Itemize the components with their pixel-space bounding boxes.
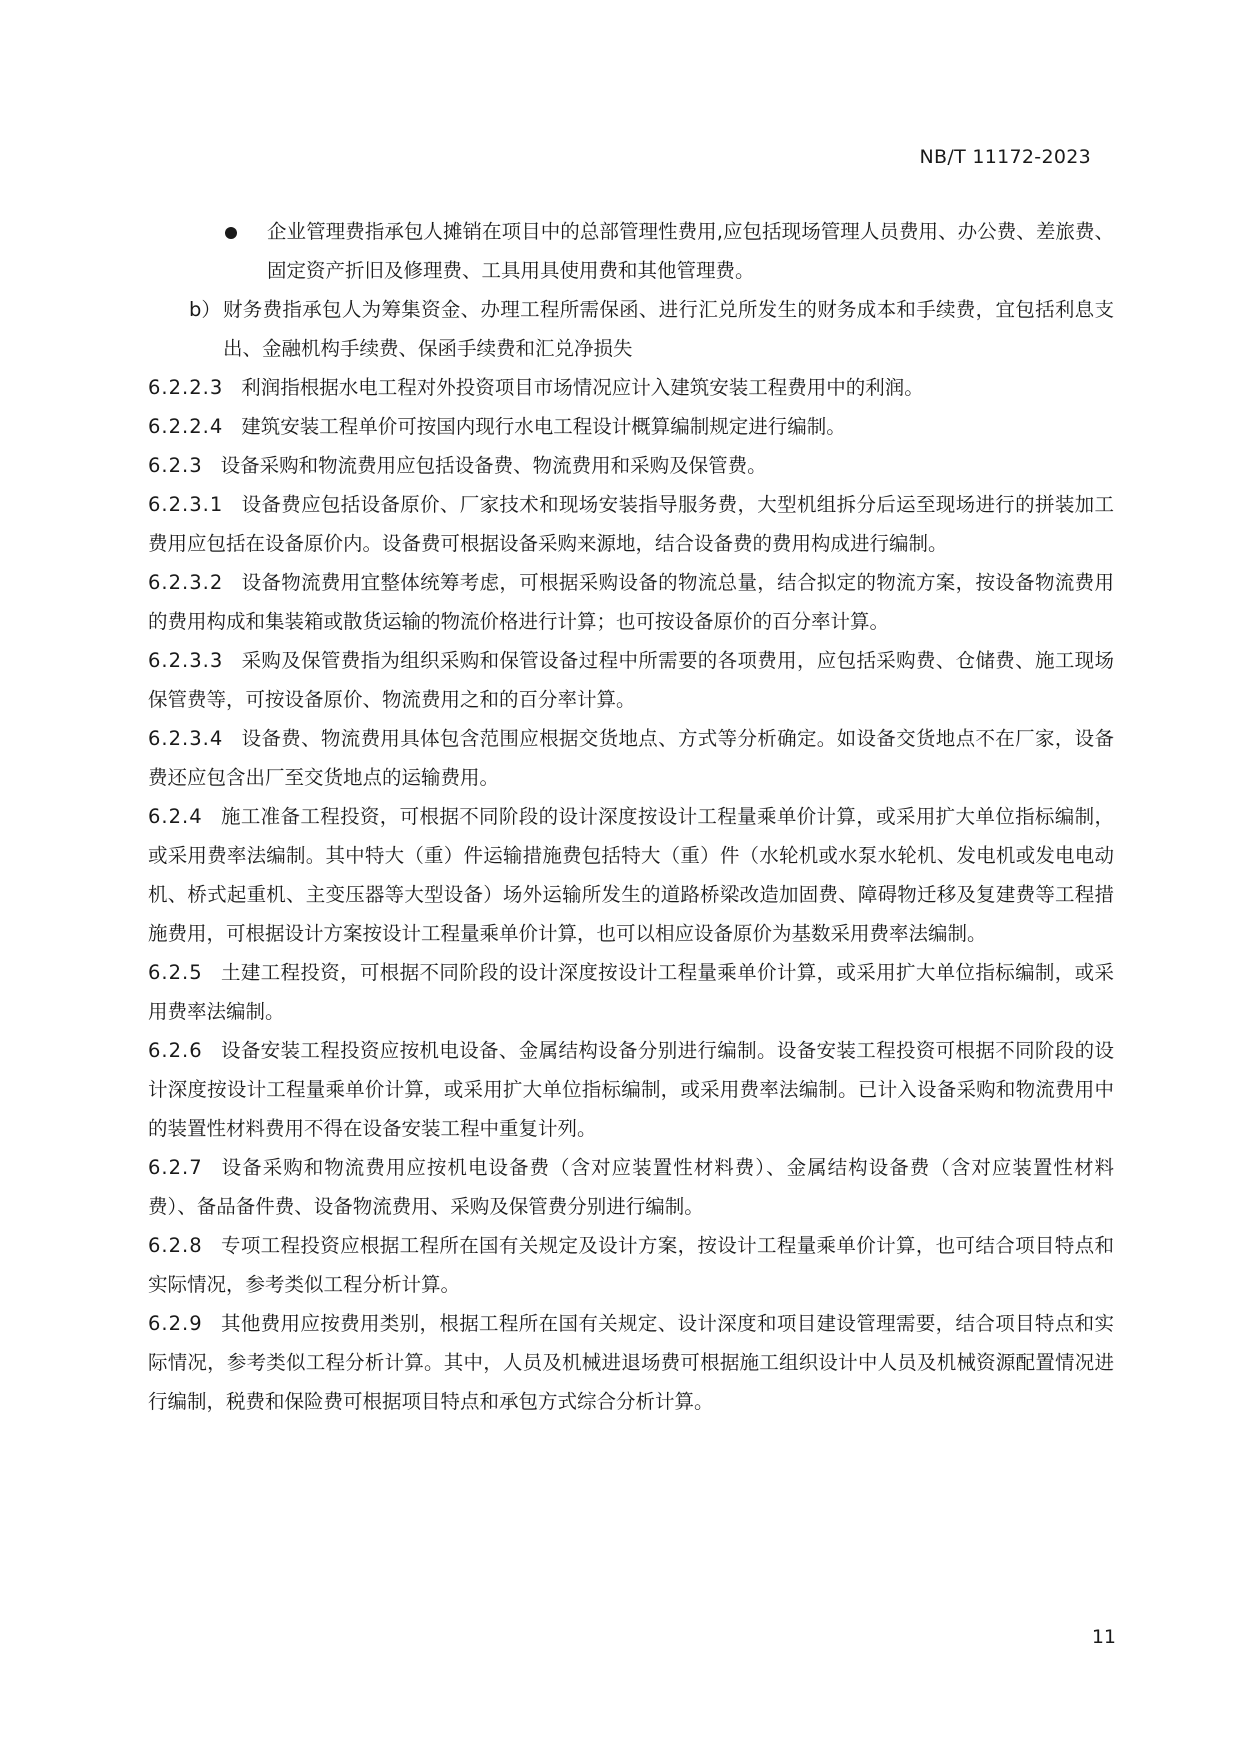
page-number: 11 (1091, 1626, 1116, 1648)
clause-text: 设备采购和物流费用应包括设备费、物流费用和采购及保管费。 (220, 454, 767, 477)
clause-6-2-5 (148, 953, 1114, 1031)
clause-number: 6.2.2.3 (148, 376, 224, 399)
clause-number: 6.2.4 (148, 805, 203, 828)
sub-item-text: 财务费指承包人为筹集资金、办理工程所需保函、进行汇兑所发生的财务成本和手续费，宜包括利息支出、金融机构手续费、保函手续费和汇兑净损失 (223, 298, 1114, 360)
clause-number: 6.2.2.4 (148, 415, 224, 438)
clause-6-2-6 (148, 1031, 1114, 1148)
clause-6-2-2-4 (148, 407, 1114, 446)
clause-6-2-8 (148, 1226, 1114, 1304)
clause-text: 设备物流费用宜整体统筹考虑，可根据采购设备的物流总量，结合拟定的物流方案，按设备物流费用的费用构成和集装箱或散货运输的物流价格进行计算；也可按设备原价的百分率计算。 (148, 571, 1114, 633)
clause-number: 6.2.7 (148, 1156, 203, 1179)
document-code-header: NB/T 11172-2023 (919, 146, 1091, 168)
clause-text: 设备采购和物流费用应按机电设备费（含对应装置性材料费）、金属结构设备费（含对应装置性材料费）、备品备件费、设备物流费用、采购及保管费分别进行编制。 (148, 1156, 1114, 1218)
clause-number: 6.2.6 (148, 1039, 203, 1062)
clause-6-2-3 (148, 446, 1114, 485)
clause-6-2-7 (148, 1148, 1114, 1226)
clause-text: 专项工程投资应根据工程所在国有关规定及设计方案，按设计工程量乘单价计算，也可结合项目特点和实际情况，参考类似工程分析计算。 (148, 1234, 1114, 1296)
clause-text: 土建工程投资，可根据不同阶段的设计深度按设计工程量乘单价计算，或采用扩大单位指标编制，或采用费率法编制。 (148, 961, 1114, 1023)
clause-number: 6.2.3.2 (148, 571, 224, 594)
clause-6-2-9 (148, 1304, 1114, 1421)
sub-item-b (148, 290, 1114, 368)
clause-6-2-3-1 (148, 485, 1114, 563)
clause-number: 6.2.3.3 (148, 649, 224, 672)
clause-number: 6.2.9 (148, 1312, 203, 1335)
bullet-item (148, 212, 1114, 290)
clause-text: 其他费用应按费用类别，根据工程所在国有关规定、设计深度和项目建设管理需要，结合项目特点和实际情况，参考类似工程分析计算。其中，人员及机械进退场费可根据施工组织设计中人员及机械资源配置情况进行编制，税费和保险费可根据项目特点和承包方式综合分析计算。 (148, 1312, 1114, 1413)
clause-number: 6.2.5 (148, 961, 203, 984)
clause-text: 利润指根据水电工程对外投资项目市场情况应计入建筑安装工程费用中的利润。 (241, 376, 924, 399)
clause-text: 设备费应包括设备原价、厂家技术和现场安装指导服务费，大型机组拆分后运至现场进行的拼装加工费用应包括在设备原价内。设备费可根据设备采购来源地，结合设备费的费用构成进行编制。 (148, 493, 1114, 555)
sub-item-label: b） (189, 298, 221, 321)
document-body (148, 212, 1114, 1421)
clause-6-2-4 (148, 797, 1114, 953)
clause-number: 6.2.3.4 (148, 727, 224, 750)
clause-number: 6.2.3.1 (148, 493, 224, 516)
clause-text: 采购及保管费指为组织采购和保管设备过程中所需要的各项费用，应包括采购费、仓储费、施工现场保管费等，可按设备原价、物流费用之和的百分率计算。 (148, 649, 1114, 711)
clause-number: 6.2.8 (148, 1234, 203, 1257)
clause-number: 6.2.3 (148, 454, 203, 477)
clause-text: 建筑安装工程单价可按国内现行水电工程设计概算编制规定进行编制。 (241, 415, 846, 438)
bullet-dot-icon (225, 227, 237, 239)
clause-6-2-3-2 (148, 563, 1114, 641)
clause-6-2-3-3 (148, 641, 1114, 719)
clause-text: 设备费、物流费用具体包含范围应根据交货地点、方式等分析确定。如设备交货地点不在厂家，设备费还应包含出厂至交货地点的运输费用。 (148, 727, 1114, 789)
clause-6-2-3-4 (148, 719, 1114, 797)
clause-text: 施工准备工程投资，可根据不同阶段的设计深度按设计工程量乘单价计算，或采用扩大单位指标编制，或采用费率法编制。其中特大（重）件运输措施费包括特大（重）件（水轮机或水泵水轮机、发电机或发电电动机、桥式起重机、主变压器等大型设备）场外运输所发生的道路桥梁改造加固费、障碍物迁移及复建费等工程措施费用，可根据设计方案按设计工程量乘单价计算，也可以相应设备原价为基数采用费率法编制。 (148, 805, 1114, 945)
clause-text: 设备安装工程投资应按机电设备、金属结构设备分别进行编制。设备安装工程投资可根据不同阶段的设计深度按设计工程量乘单价计算，或采用扩大单位指标编制，或采用费率法编制。已计入设备采购和物流费用中的装置性材料费用不得在设备安装工程中重复计列。 (148, 1039, 1114, 1140)
clause-6-2-2-3 (148, 368, 1114, 407)
bullet-item-text: 企业管理费指承包人摊销在项目中的总部管理性费用,应包括现场管理人员费用、办公费、差旅费、固定资产折旧及修理费、工具用具使用费和其他管理费。 (267, 220, 1114, 282)
